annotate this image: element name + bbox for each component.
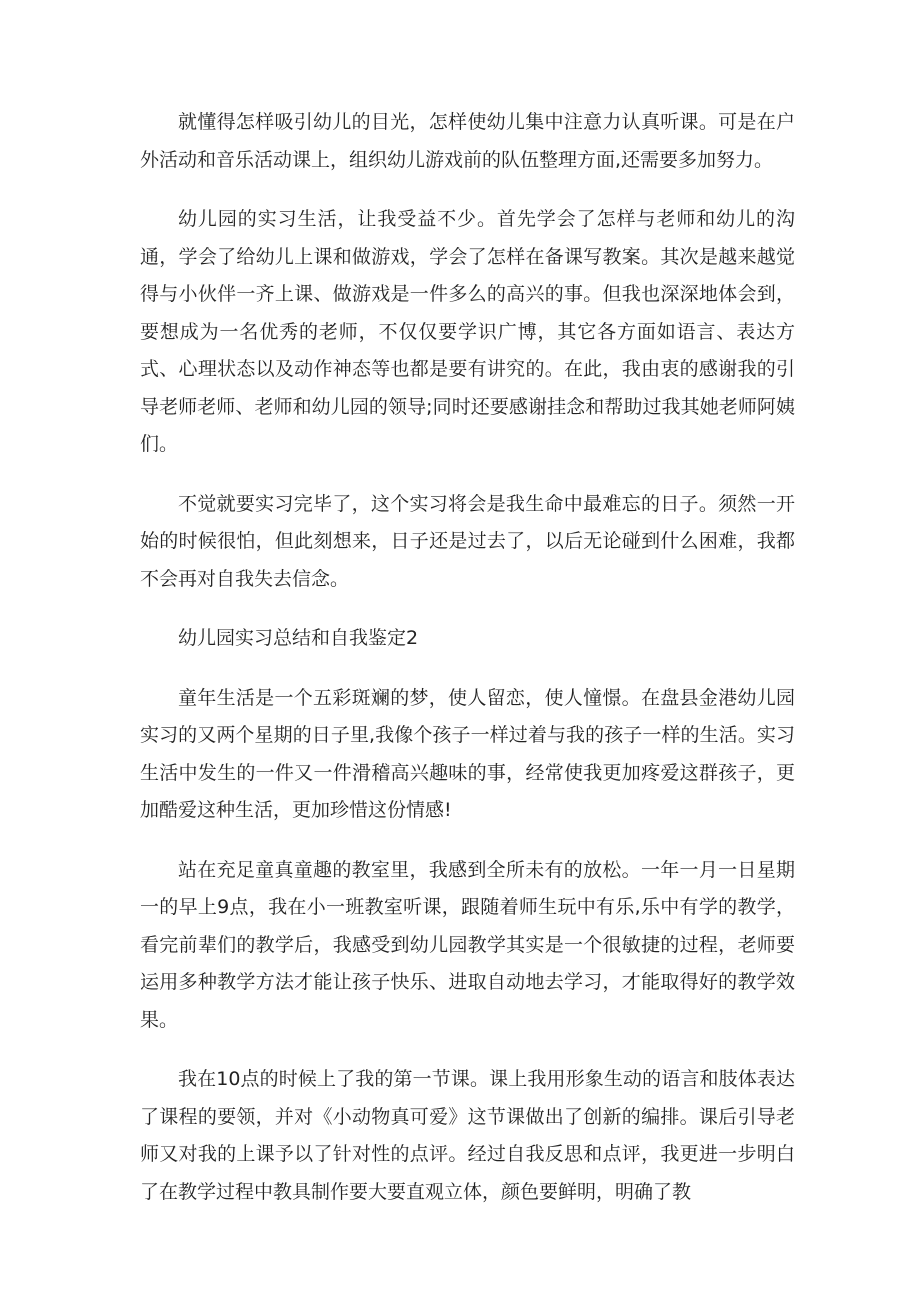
paragraph: 站在充足童真童趣的教室里，我感到全所未有的放松。一年一月一日星期一的早上9点，我在小一班教室听课，跟随着师生玩中有乐,乐中有学的教学，看完前辈们的教学后，我感受到幼儿园教学其实是一个很敏捷的过程，老师要运用多种教学方法才能让孩子快乐、进取自动地去学习，才能取得好的教学效果。 [140,858,795,1031]
paragraph: 我在10点的时候上了我的第一节课。课上我用形象生动的语言和肢体表达了课程的要领，并对《小动物真可爱》这节课做出了创新的编排。课后引导老师又对我的上课予以了针对性的点评。经过自我反思和点评，我更进一步明白了在教学过程中教具制作要大要直观立体，颜色要鲜明，明确了教 [140,1068,795,1203]
paragraph: 就懂得怎样吸引幼儿的目光，怎样使幼儿集中注意力认真听课。可是在户外活动和音乐活动课上，组织幼儿游戏前的队伍整理方面,还需要多加努力。 [140,111,795,171]
paragraph: 幼儿园的实习生活，让我受益不少。首先学会了怎样与老师和幼儿的沟通，学会了给幼儿上课和做游戏，学会了怎样在备课写教案。其次是越来越觉得与小伙伴一齐上课、做游戏是一件多么的高兴的事。但我也深深地体会到，要想成为一名优秀的老师，不仅仅要学识广博，其它各方面如语言、表达方式、心理状态以及动作神态等也都是要有讲究的。在此，我由衷的感谢我的引导老师老师、老师和幼儿园的领导;同时还要感谢挂念和帮助过我其她老师阿姨们。 [140,208,795,455]
section-title: 幼儿园实习总结和自我鉴定2 [178,627,419,649]
paragraph: 不觉就要实习完毕了，这个实习将会是我生命中最难忘的日子。须然一开始的时候很怕，但此刻想来，日子还是过去了，以后无论碰到什么困难，我都不会再对自我失去信念。 [140,492,795,590]
document-body [140,104,795,1233]
paragraph: 童年生活是一个五彩斑斓的梦，使人留恋，使人憧憬。在盘县金港幼儿园实习的又两个星期的日子里,我像个孩子一样过着与我的孩子一样的生活。实习生活中发生的一件又一件滑稽高兴趣味的事，经常使我更加疼爱这群孩子，更加酷爱这种生活，更加珍惜这份情感! [140,686,795,821]
